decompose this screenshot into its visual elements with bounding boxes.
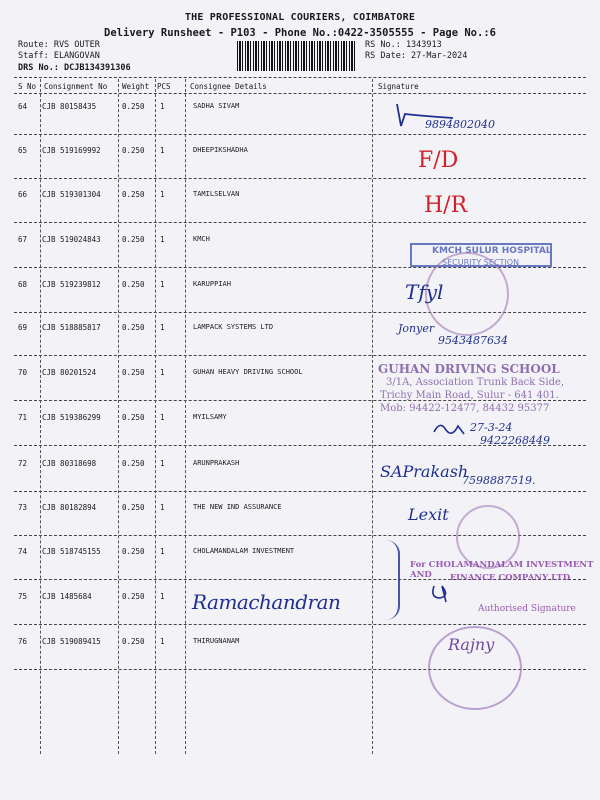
signature-76: Rajny — [448, 635, 495, 654]
row-76-consignee: THIRUGNANAM — [193, 637, 240, 645]
row-69-sno: 69 — [18, 323, 28, 332]
row-73-cons: CJB 80182894 — [42, 503, 97, 512]
col-sno: S No — [18, 82, 37, 91]
row-71-sno: 71 — [18, 413, 28, 422]
row-73-sno: 73 — [18, 503, 28, 512]
handwritten-fd: F/D — [418, 148, 459, 173]
row-67-consignee: KMCH — [193, 235, 210, 243]
kmch-stamp-title: KMCH SULUR HOSPITAL — [432, 246, 552, 256]
col-consignment: Consignment No — [44, 82, 108, 91]
row-72-pcs: 1 — [160, 459, 165, 468]
row-70-sno: 70 — [18, 368, 28, 377]
row-69-pcs: 1 — [160, 323, 165, 332]
table-header-rule — [14, 93, 586, 94]
row-75-cons: CJB 1485684 — [42, 592, 92, 601]
row-67-weight: 0.250 — [122, 235, 145, 244]
col-weight: Weight — [122, 82, 150, 91]
column-separator — [372, 79, 373, 754]
row-68-weight: 0.250 — [122, 280, 145, 289]
handwritten-phone-64: 9894802040 — [425, 118, 495, 131]
handwritten-phone-72: 7598887519. — [462, 474, 536, 487]
row-65-cons: CJB 519169992 — [42, 146, 101, 155]
column-separator — [185, 79, 186, 754]
document-title: THE PROFESSIONAL COURIERS, COIMBATORE — [184, 12, 416, 23]
row-66-pcs: 1 — [160, 190, 165, 199]
row-64-consignee: SADHA SIVAM — [193, 102, 240, 110]
bracket-mark — [386, 540, 400, 620]
row-70-weight: 0.250 — [122, 368, 145, 377]
drs-number: DRS No.: DCJB134391306 — [18, 63, 131, 73]
signature-74 — [428, 580, 458, 604]
row-74-sno: 74 — [18, 547, 28, 556]
signature-68: Tfyl — [405, 280, 444, 304]
guhan-stamp-l4: Mob: 94422-12477, 84432 95377 — [380, 403, 550, 414]
rs-date: RS Date: 27-Mar-2024 — [365, 51, 468, 61]
rs-number: RS No.: 1343913 — [365, 40, 442, 50]
row-67-pcs: 1 — [160, 235, 165, 244]
handwritten-phone-71: 9422268449 — [480, 434, 550, 447]
column-separator — [155, 79, 156, 754]
handwritten-consignee-75: Ramachandran — [192, 590, 341, 614]
row-65-pcs: 1 — [160, 146, 165, 155]
row-69-cons: CJB 518885817 — [42, 323, 101, 332]
chola-stamp-l1: For CHOLAMANDALAM INVESTMENT AND — [410, 560, 594, 580]
row-64-pcs: 1 — [160, 102, 165, 111]
row-69-weight: 0.250 — [122, 323, 145, 332]
col-signature: Signature — [378, 82, 419, 91]
row-71-cons: CJB 519386299 — [42, 413, 101, 422]
row-71-weight: 0.250 — [122, 413, 145, 422]
chola-stamp-signature: Authorised Signature — [478, 604, 576, 614]
row-66-weight: 0.250 — [122, 190, 145, 199]
row-65-weight: 0.250 — [122, 146, 145, 155]
barcode — [237, 41, 357, 71]
row-75-rule — [14, 624, 586, 625]
row-76-sno: 76 — [18, 637, 28, 646]
row-69-consignee: LAMPACK SYSTEMS LTD — [193, 323, 274, 331]
signature-71 — [430, 418, 470, 440]
row-65-rule — [14, 178, 586, 179]
signature-69: Jonyer — [398, 322, 435, 335]
row-67-sno: 67 — [18, 235, 28, 244]
table-top-rule — [14, 77, 586, 78]
guhan-stamp-l1: GUHAN DRIVING SCHOOL — [378, 362, 560, 376]
row-76-cons: CJB 519089415 — [42, 637, 101, 646]
row-76-pcs: 1 — [160, 637, 165, 646]
row-72-cons: CJB 80318698 — [42, 459, 97, 468]
row-74-consignee: CHOLAMANDALAM INVESTMENT — [193, 547, 295, 555]
column-separator — [40, 79, 41, 754]
row-67-cons: CJB 519024843 — [42, 235, 101, 244]
signature-72: SAPrakash — [380, 462, 469, 481]
row-64-rule — [14, 134, 586, 135]
row-72-consignee: ARUNPRAKASH — [193, 459, 240, 467]
row-71-consignee: MYILSAMY — [193, 413, 227, 421]
row-75-pcs: 1 — [160, 592, 165, 601]
row-72-rule — [14, 491, 586, 492]
row-75-sno: 75 — [18, 592, 28, 601]
chola-stamp-l2: FINANCE COMPANY LTD — [450, 573, 571, 583]
row-70-consignee: GUHAN HEAVY DRIVING SCHOOL — [193, 368, 303, 376]
row-73-weight: 0.250 — [122, 503, 145, 512]
staff-label: Staff: ELANGOVAN — [18, 51, 100, 61]
row-76-weight: 0.250 — [122, 637, 145, 646]
route-label: Route: RVS OUTER — [18, 40, 100, 50]
guhan-stamp-l2: 3/1A, Association Trunk Back Side, — [386, 377, 565, 388]
row-66-consignee: TAMILSELVAN — [193, 190, 240, 198]
signature-73: Lexit — [408, 505, 449, 524]
row-68-consignee: KARUPPIAH — [193, 280, 231, 288]
column-separator — [118, 79, 119, 754]
row-65-sno: 65 — [18, 146, 28, 155]
row-72-sno: 72 — [18, 459, 28, 468]
handwritten-hr: H/R — [424, 193, 468, 218]
kmch-stamp-sub: SECURITY SECTION — [442, 258, 520, 267]
row-74-cons: CJB 518745155 — [42, 547, 101, 556]
col-pcs: PCS — [157, 82, 171, 91]
handwritten-phone-69: 9543487634 — [438, 334, 508, 347]
row-74-weight: 0.250 — [122, 547, 145, 556]
row-66-sno: 66 — [18, 190, 28, 199]
row-73-pcs: 1 — [160, 503, 165, 512]
row-71-pcs: 1 — [160, 413, 165, 422]
row-70-pcs: 1 — [160, 368, 165, 377]
row-68-pcs: 1 — [160, 280, 165, 289]
row-75-weight: 0.250 — [122, 592, 145, 601]
guhan-stamp-l3: Trichy Main Road, Sulur - 641 401. — [380, 390, 559, 401]
col-consignee: Consignee Details — [190, 82, 267, 91]
row-66-cons: CJB 519301304 — [42, 190, 101, 199]
row-70-cons: CJB 80201524 — [42, 368, 97, 377]
row-65-consignee: DHEEPIKSHADHA — [193, 146, 248, 154]
row-69-rule — [14, 355, 586, 356]
handwritten-date-71: 27-3-24 — [470, 421, 513, 434]
row-73-consignee: THE NEW IND ASSURANCE — [193, 503, 282, 511]
document-subtitle: Delivery Runsheet - P103 - Phone No.:0422-3505555 - Page No.:6 — [104, 27, 496, 39]
row-68-sno: 68 — [18, 280, 28, 289]
row-64-weight: 0.250 — [122, 102, 145, 111]
row-64-cons: CJB 80158435 — [42, 102, 97, 111]
row-66-rule — [14, 222, 586, 223]
row-74-pcs: 1 — [160, 547, 165, 556]
row-64-sno: 64 — [18, 102, 28, 111]
row-72-weight: 0.250 — [122, 459, 145, 468]
row-68-cons: CJB 519239812 — [42, 280, 101, 289]
